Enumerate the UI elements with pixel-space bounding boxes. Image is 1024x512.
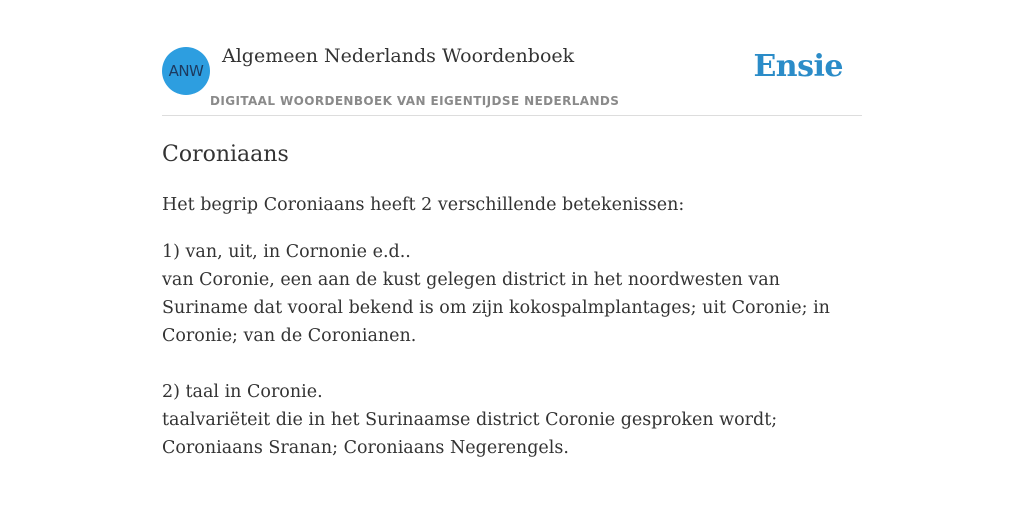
- ensie-brand-logo[interactable]: Ensie: [753, 49, 843, 84]
- logo-text: ANW: [168, 62, 204, 80]
- entry-word-title: Coroniaans: [162, 142, 289, 167]
- meaning-heading: 1) van, uit, in Cornonie e.d..: [162, 242, 411, 262]
- site-subtitle: DIGITAAL WOORDENBOEK VAN EIGENTIJDSE NEDERLANDS: [210, 94, 620, 108]
- entry-content: [162, 116, 862, 490]
- page: [162, 0, 862, 512]
- site-title[interactable]: Algemeen Nederlands Woordenboek: [222, 45, 575, 67]
- anw-logo[interactable]: [162, 47, 210, 95]
- meaning-item: [162, 238, 862, 350]
- meanings-list: [162, 238, 862, 462]
- meaning-definition: taalvariëteit die in het Surinaamse district Coronie gesproken wordt; Coroniaans Sranan; Coroniaans Negerengels.: [162, 410, 778, 458]
- site-header: [162, 0, 862, 116]
- meaning-item: [162, 378, 862, 462]
- meaning-definition: van Coronie, een aan de kust gelegen district in het noordwesten van Suriname dat vooral bekend is om zijn kokospalmplantages; uit Coronie; in Coronie; van de Coronianen.: [162, 270, 830, 346]
- entry-intro: Het begrip Coroniaans heeft 2 verschillende betekenissen:: [162, 195, 685, 215]
- meaning-heading: 2) taal in Coronie.: [162, 382, 323, 402]
